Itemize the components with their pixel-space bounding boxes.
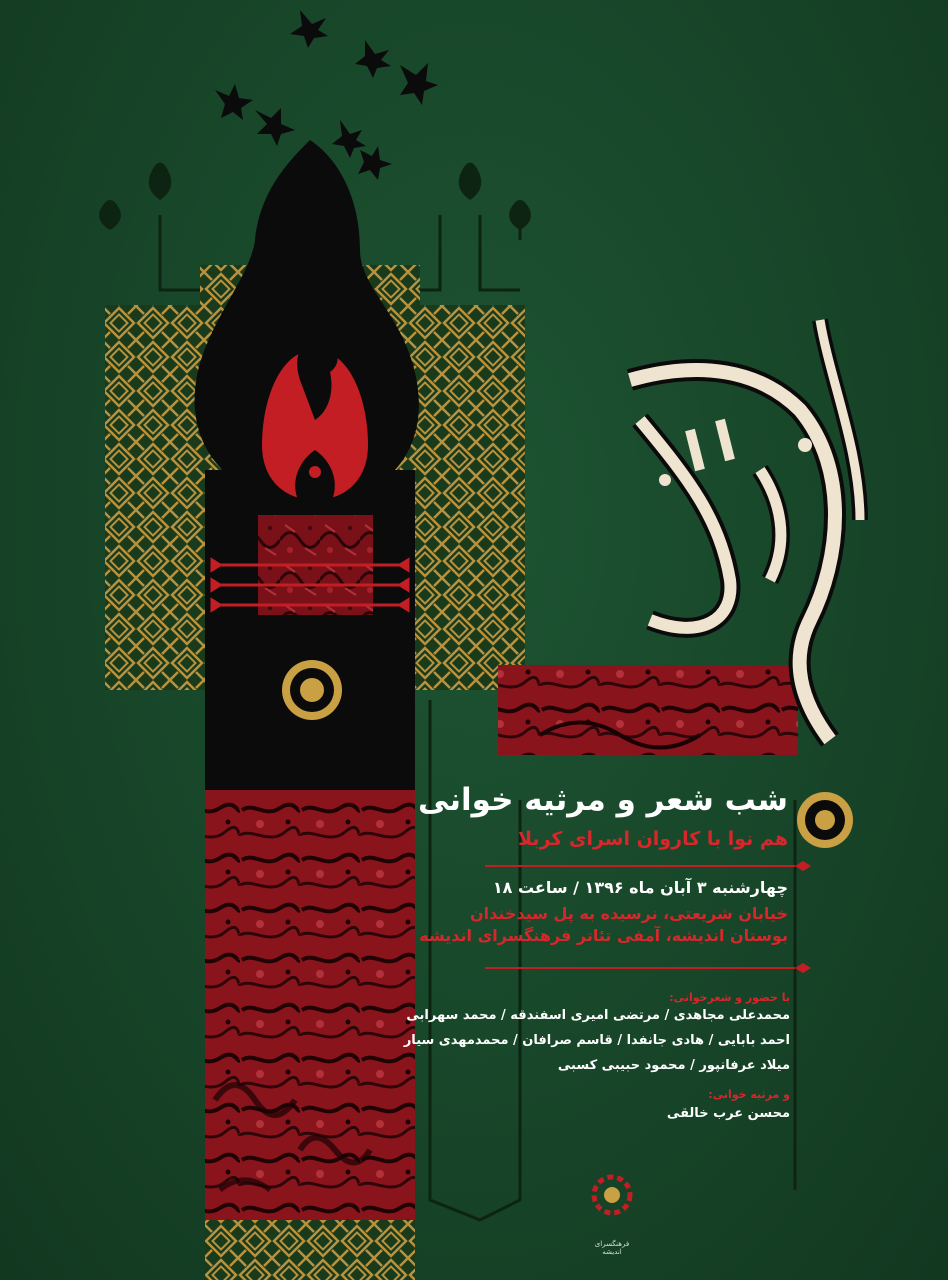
event-subtitle: هم نوا با کاروان اسرای کربلا [517,828,788,850]
geometric-base [205,1220,415,1280]
event-date-time: چهارشنبه ۳ آبان ماه ۱۳۹۶ / ساعت ۱۸ [492,878,788,897]
event-address-line1: خیابان شریعتی، نرسیده به پل سیدخندان [470,904,788,923]
poets-label: با حضور و شعرخوانی: [669,991,790,1004]
poets-line: میلاد عرفانپور / محمود حبیبی کسبی [557,1058,790,1073]
poets-line: احمد بابایی / هادی جانفدا / قاسم صرافان / محمدمهدی سیار [403,1033,790,1048]
eulogist-name: محسن عرب خالقی [666,1106,790,1121]
carpet-banner-right [498,665,798,755]
event-title: شب شعر و مرثیه خوانی [418,782,788,818]
organizer-logo-icon [594,1177,630,1213]
event-address-line2: بوستان اندیشه، آمفی تئاتر فرهنگسرای اندیشه [419,926,788,945]
poets-line: محمدعلی مجاهدی / مرتضی امیری اسفندقه / محمد سهرابی [406,1008,790,1023]
organizer-logo-text: فرهنگسرای اندیشه [594,1240,630,1256]
eulogy-label: و مرثیه خوانی: [708,1088,790,1101]
carpet-column-lower [205,790,415,1220]
